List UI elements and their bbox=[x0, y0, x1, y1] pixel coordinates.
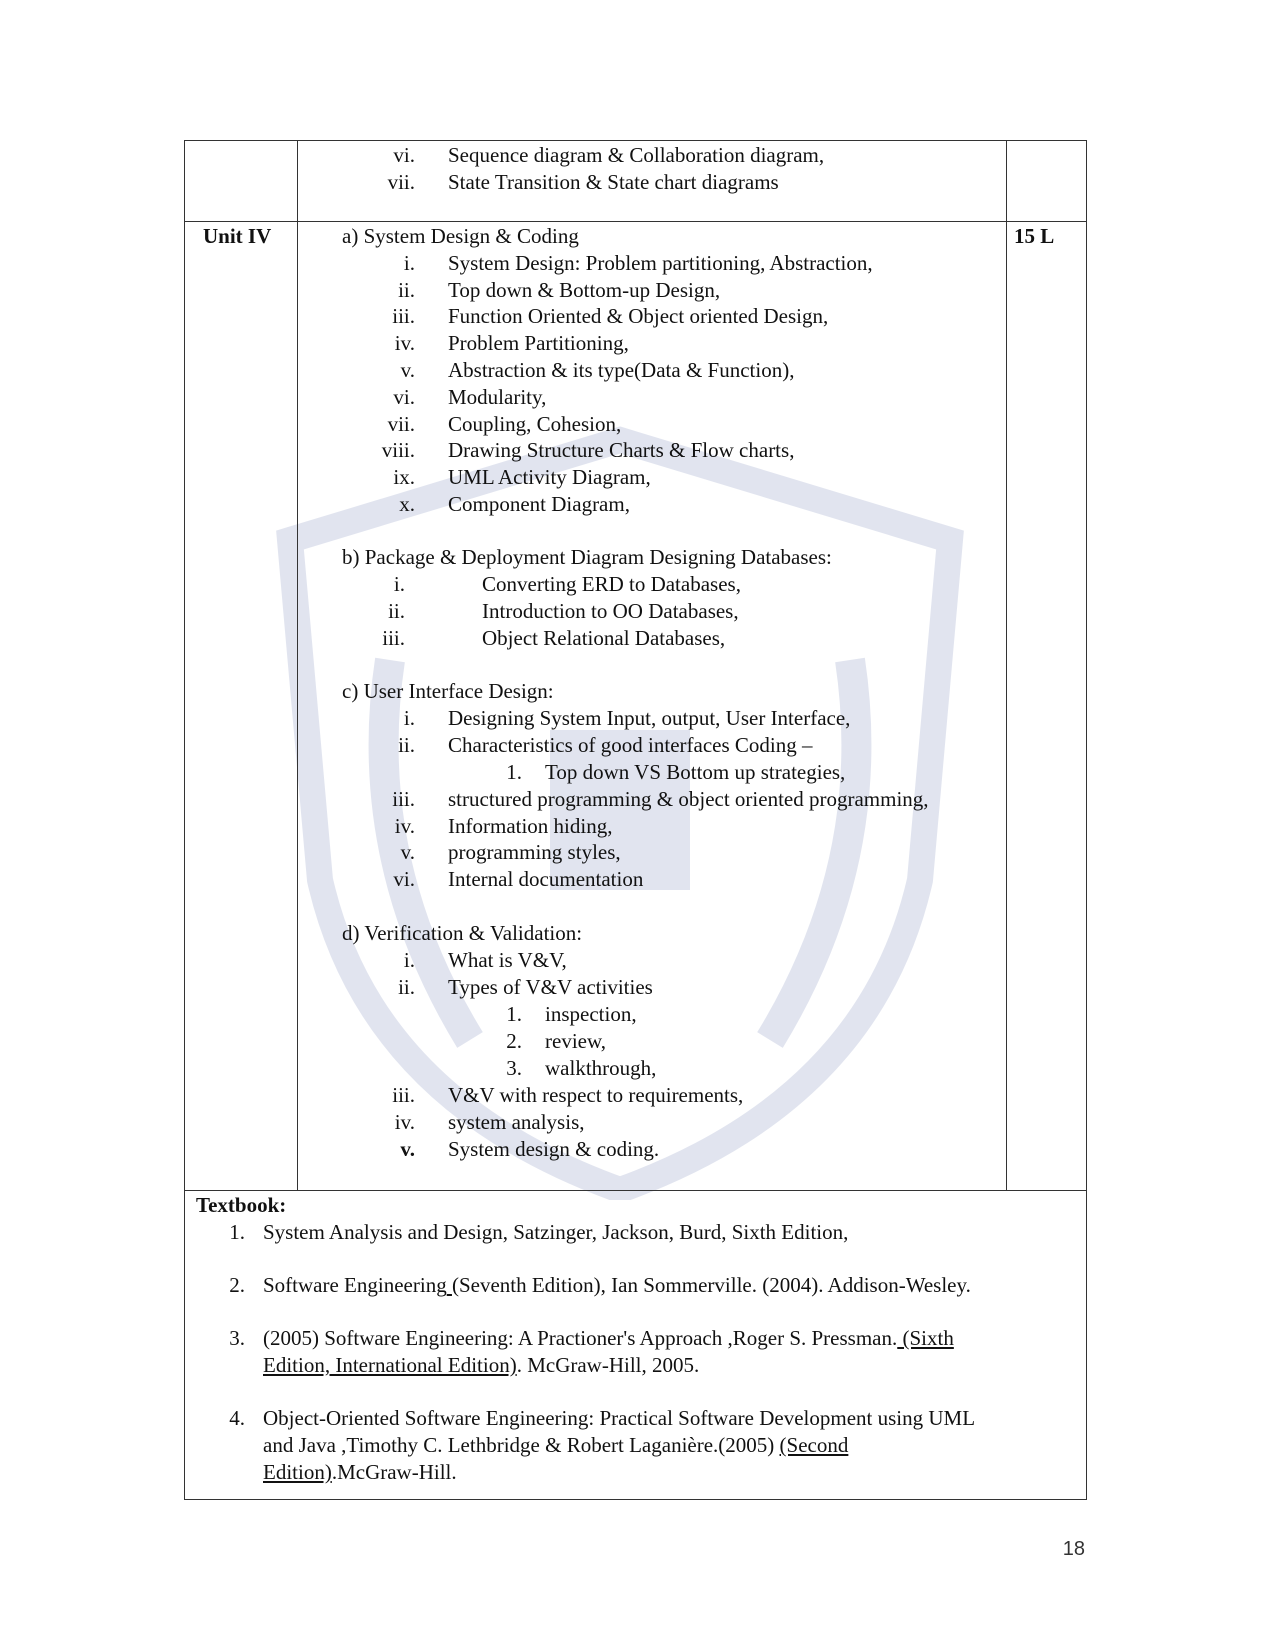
list-marker: 2. bbox=[229, 1273, 245, 1297]
list-item: Drawing Structure Charts & Flow charts, bbox=[448, 438, 795, 462]
list-marker: 3. bbox=[506, 1056, 522, 1080]
section-heading: c) User Interface Design: bbox=[342, 679, 554, 703]
section-heading: a) System Design & Coding bbox=[342, 224, 579, 248]
list-marker: ii. bbox=[398, 278, 415, 302]
list-marker: i. bbox=[403, 948, 415, 972]
list-marker: iv. bbox=[394, 1110, 415, 1134]
list-marker: x. bbox=[399, 492, 415, 516]
list-item: What is V&V, bbox=[448, 948, 567, 972]
list-marker: 2. bbox=[506, 1029, 522, 1053]
list-item: UML Activity Diagram, bbox=[448, 465, 651, 489]
list-marker: 1. bbox=[506, 1002, 522, 1026]
textbook-heading: Textbook: bbox=[196, 1193, 287, 1217]
list-item: Information hiding, bbox=[448, 814, 613, 838]
list-marker: iv. bbox=[394, 331, 415, 355]
row-divider bbox=[184, 221, 1087, 222]
list-marker: ii. bbox=[398, 975, 415, 999]
list-item: Introduction to OO Databases, bbox=[482, 599, 739, 623]
list-item: Problem Partitioning, bbox=[448, 331, 629, 355]
list-item: State Transition & State chart diagrams bbox=[448, 170, 779, 194]
column-divider bbox=[297, 140, 298, 1190]
textbook-entry: Software Engineering (Seventh Edition), Ian Sommerville. (2004). Addison-Wesley. bbox=[263, 1273, 971, 1297]
list-marker: i. bbox=[393, 572, 405, 596]
list-item: Modularity, bbox=[448, 385, 547, 409]
list-marker: vii. bbox=[387, 412, 415, 436]
list-item: System design & coding. bbox=[448, 1137, 660, 1161]
list-marker: vii. bbox=[387, 170, 415, 194]
list-item: review, bbox=[545, 1029, 607, 1053]
textbook-entry-cont: and Java ,Timothy C. Lethbridge & Robert Laganière.(2005) (Second bbox=[263, 1433, 849, 1457]
list-item: Characteristics of good interfaces Coding – bbox=[448, 733, 813, 757]
row-divider bbox=[184, 1190, 1087, 1191]
list-item: Component Diagram, bbox=[448, 492, 630, 516]
page-number: 18 bbox=[1062, 1538, 1085, 1560]
list-item: Object Relational Databases, bbox=[482, 626, 726, 650]
textbook-entry-cont: Edition, International Edition). McGraw-Hill, 2005. bbox=[263, 1353, 700, 1377]
list-marker: vi. bbox=[393, 867, 415, 891]
textbook-entry: Object-Oriented Software Engineering: Practical Software Development using UML bbox=[263, 1406, 976, 1430]
list-item: Top down & Bottom-up Design, bbox=[448, 278, 721, 302]
list-marker: 4. bbox=[229, 1406, 245, 1430]
list-item: structured programming & object oriented programming, bbox=[448, 787, 929, 811]
list-marker: iii. bbox=[392, 1083, 415, 1107]
list-marker: 1. bbox=[506, 760, 522, 784]
list-marker: iv. bbox=[394, 814, 415, 838]
unit-label: Unit IV bbox=[203, 224, 272, 248]
list-marker: 1. bbox=[229, 1220, 245, 1244]
list-item: Internal documentation bbox=[448, 867, 644, 891]
textbook-entry: (2005) Software Engineering: A Practioner's Approach ,Roger S. Pressman. (Sixth bbox=[263, 1326, 954, 1350]
list-item: Coupling, Cohesion, bbox=[448, 412, 622, 436]
section-heading: d) Verification & Validation: bbox=[342, 921, 583, 945]
list-item: system analysis, bbox=[448, 1110, 585, 1134]
list-item: Abstraction & its type(Data & Function), bbox=[448, 358, 795, 382]
lecture-hours: 15 L bbox=[1014, 224, 1055, 248]
column-divider bbox=[1006, 140, 1007, 1190]
list-item: Function Oriented & Object oriented Design, bbox=[448, 304, 829, 328]
list-marker: v. bbox=[400, 840, 415, 864]
list-item: System Design: Problem partitioning, Abstraction, bbox=[448, 251, 873, 275]
list-marker: vi. bbox=[393, 143, 415, 167]
list-marker: i. bbox=[403, 251, 415, 275]
list-marker: iii. bbox=[392, 787, 415, 811]
list-item: Designing System Input, output, User Interface, bbox=[448, 706, 851, 730]
section-heading: b) Package & Deployment Diagram Designing Databases: bbox=[342, 545, 832, 569]
list-marker: iii. bbox=[382, 626, 405, 650]
list-marker: v. bbox=[400, 358, 415, 382]
list-item: Types of V&V activities bbox=[448, 975, 653, 999]
list-marker: ix. bbox=[393, 465, 415, 489]
list-item: inspection, bbox=[545, 1002, 637, 1026]
list-marker: ii. bbox=[388, 599, 405, 623]
list-marker: i. bbox=[403, 706, 415, 730]
list-marker: iii. bbox=[392, 304, 415, 328]
list-marker: vi. bbox=[393, 385, 415, 409]
list-marker: ii. bbox=[398, 733, 415, 757]
list-item: Sequence diagram & Collaboration diagram, bbox=[448, 143, 825, 167]
textbook-entry: System Analysis and Design, Satzinger, Jackson, Burd, Sixth Edition, bbox=[263, 1220, 849, 1244]
textbook-entry-cont: Edition).McGraw-Hill. bbox=[263, 1460, 457, 1484]
list-marker: 3. bbox=[229, 1326, 245, 1350]
list-item: walkthrough, bbox=[545, 1056, 657, 1080]
list-item: programming styles, bbox=[448, 840, 621, 864]
list-marker: viii. bbox=[381, 438, 415, 462]
list-marker: v. bbox=[400, 1137, 415, 1161]
list-item: Top down VS Bottom up strategies, bbox=[545, 760, 846, 784]
list-item: V&V with respect to requirements, bbox=[448, 1083, 744, 1107]
list-item: Converting ERD to Databases, bbox=[482, 572, 741, 596]
